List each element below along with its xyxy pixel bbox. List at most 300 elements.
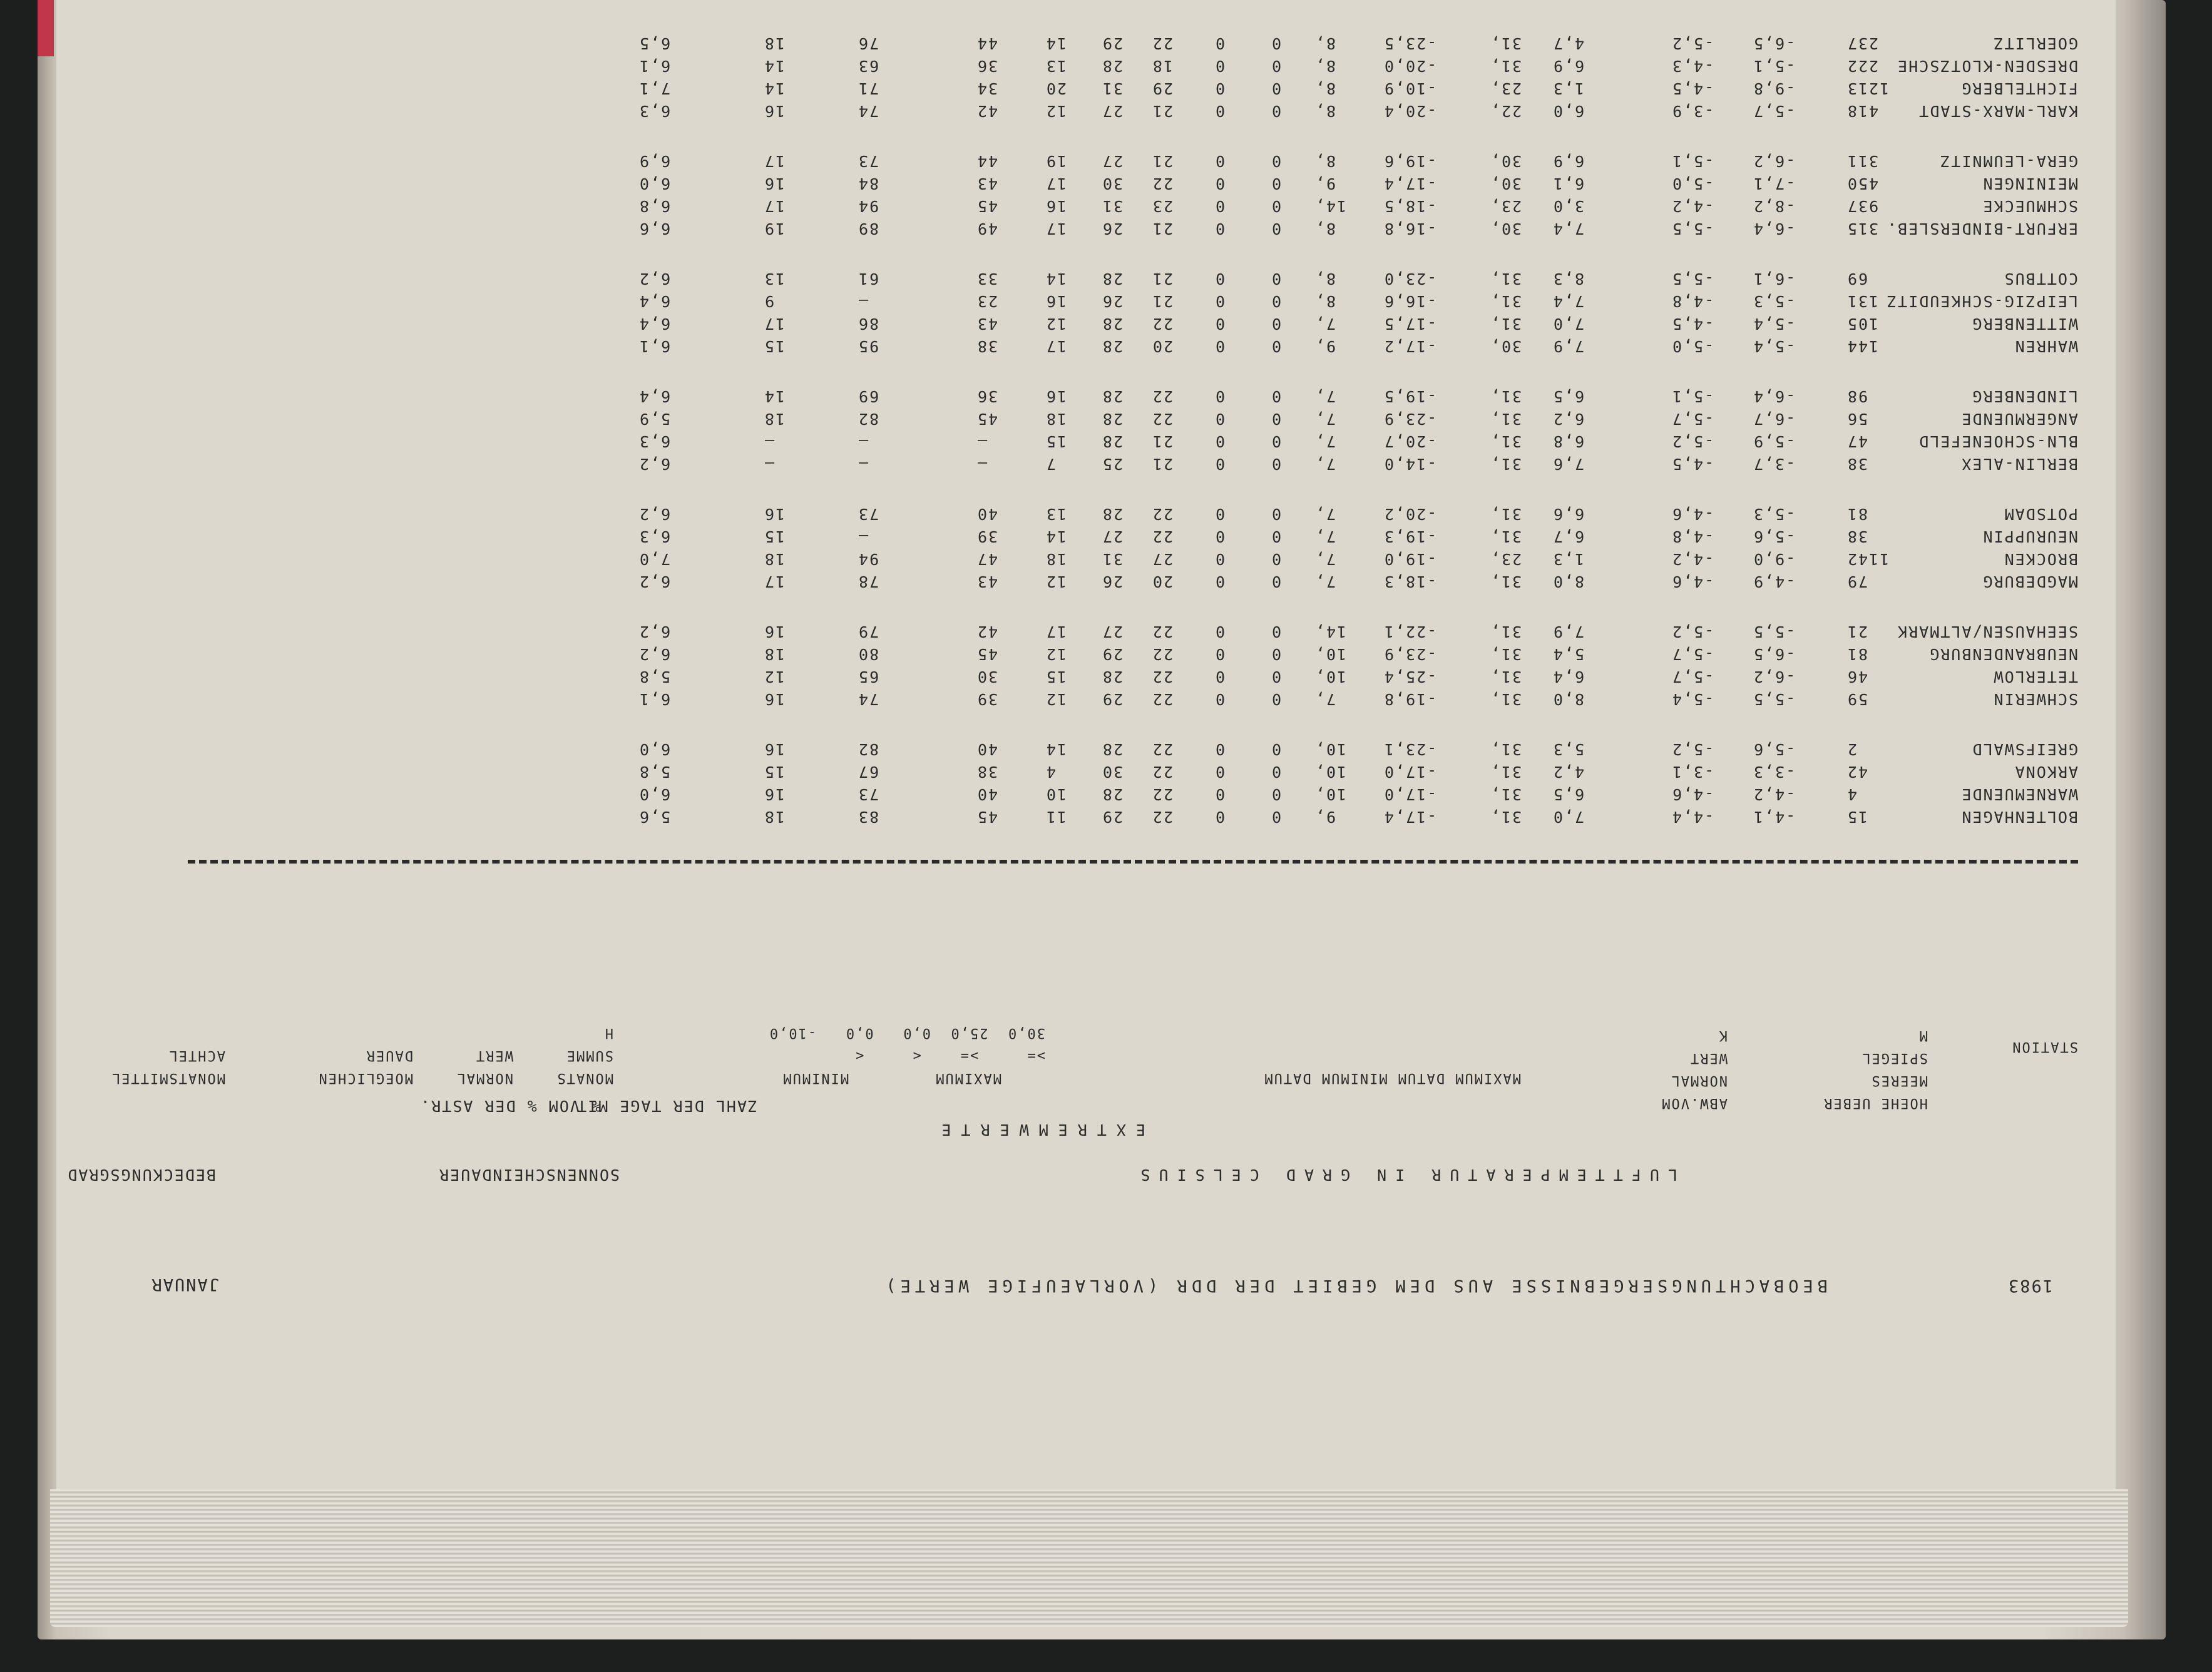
table-cell: 31, <box>1490 763 1522 781</box>
table-cell: — <box>764 455 775 473</box>
table-cell: -9,8 <box>1753 79 1796 98</box>
table-cell: -4,8 <box>1671 528 1714 546</box>
table-cell: 16 <box>764 102 786 120</box>
table-cell: 7 <box>1045 455 1057 473</box>
table-cell: 15 <box>764 528 786 546</box>
table-cell: 29 <box>1102 34 1124 53</box>
table-cell: 10, <box>1314 763 1347 781</box>
table-cell: 36 <box>976 387 998 405</box>
table-row <box>56 803 2116 826</box>
table-cell: 0 <box>1214 763 1226 781</box>
table-cell: -17,2 <box>1383 337 1437 355</box>
table-cell: 0 <box>1271 270 1282 288</box>
table-cell: 29 <box>1102 808 1124 826</box>
table-cell: 22 <box>1152 34 1174 53</box>
table-cell: -5,2 <box>1671 623 1714 641</box>
col-sum: MONATS SUMME H <box>556 1025 613 1086</box>
table-cell: 0 <box>1271 740 1282 758</box>
table-cell: -18,3 <box>1383 573 1437 591</box>
station-name: SEEHAUSEN/ALTMARK <box>1897 623 2078 641</box>
table-cell: 6,4 <box>1552 668 1585 686</box>
table-cell: 27 <box>1102 152 1124 170</box>
table-cell: 43 <box>976 175 998 193</box>
table-cell: 0 <box>1271 690 1282 708</box>
table-cell: 46 <box>1846 668 1868 686</box>
table-row <box>56 75 2116 98</box>
table-cell: -4,2 <box>1671 550 1714 568</box>
table-cell: 6,9 <box>1552 57 1585 75</box>
table-cell: 5,9 <box>638 410 671 428</box>
table-cell: 17 <box>1045 175 1067 193</box>
table-cell: 8, <box>1314 152 1336 170</box>
table-cell: -6,1 <box>1753 270 1796 288</box>
table-cell: 0 <box>1271 220 1282 238</box>
table-cell: 30, <box>1490 337 1522 355</box>
table-cell: 0 <box>1214 152 1226 170</box>
table-cell: -5,6 <box>1753 740 1796 758</box>
table-cell: 15 <box>1045 668 1067 686</box>
table-cell: 31, <box>1490 270 1522 288</box>
table-cell: 0 <box>1214 57 1226 75</box>
table-cell: 56 <box>1846 410 1868 428</box>
station-name: POTSDAM <box>2003 505 2078 523</box>
table-cell: 0 <box>1271 455 1282 473</box>
table-cell: 31, <box>1490 528 1522 546</box>
table-cell: 0 <box>1214 270 1226 288</box>
table-cell: 74 <box>858 102 879 120</box>
table-cell: 5,8 <box>638 763 671 781</box>
header-title: BEOBACHTUNGSERGEBNISSE AUS DEM GEBIET DER DDR (VORLAEUFIGE WERTE) <box>881 1276 1828 1295</box>
table-cell: 0 <box>1271 668 1282 686</box>
table-cell: 14 <box>764 79 786 98</box>
table-cell: 38 <box>1846 528 1868 546</box>
table-cell: 7, <box>1314 455 1336 473</box>
table-cell: 0 <box>1271 387 1282 405</box>
table-cell: 14, <box>1314 623 1347 641</box>
table-cell: 105 <box>1846 315 1879 333</box>
table-cell: 0 <box>1214 808 1226 826</box>
table-cell: 0 <box>1214 668 1226 686</box>
col-height: HOEHE UEBER MEERES SPIEGEL M <box>1823 1027 1928 1111</box>
group-sunshine: SONNENSCHEINDAUER <box>438 1166 620 1184</box>
table-cell: 0 <box>1271 505 1282 523</box>
table-cell: 0 <box>1214 645 1226 663</box>
table-cell: 21 <box>1152 102 1174 120</box>
table-cell: -4,8 <box>1671 292 1714 310</box>
table-cell: — <box>976 432 988 451</box>
table-cell: 8, <box>1314 34 1336 53</box>
table-cell: 7,6 <box>1552 455 1585 473</box>
table-cell: 5,6 <box>638 808 671 826</box>
table-cell: 17 <box>764 197 786 215</box>
table-cell: 131 <box>1846 292 1879 310</box>
table-cell: -4,6 <box>1671 785 1714 803</box>
table-cell: -5,6 <box>1753 528 1796 546</box>
table-cell: 0 <box>1214 315 1226 333</box>
station-name: SCHWERIN <box>1992 690 2078 708</box>
table-cell: 59 <box>1846 690 1868 708</box>
table-cell: 31, <box>1490 387 1522 405</box>
table-cell: 21 <box>1152 270 1174 288</box>
table-cell: 0 <box>1271 528 1282 546</box>
table-cell: -5,0 <box>1671 337 1714 355</box>
table-cell: 23 <box>976 292 998 310</box>
table-cell: -23,9 <box>1383 410 1437 428</box>
table-cell: 0 <box>1271 623 1282 641</box>
table-cell: 0 <box>1271 79 1282 98</box>
station-name: DRESDEN-KLOTZSCHE <box>1897 57 2078 75</box>
table-row <box>56 170 2116 193</box>
table-cell: — <box>858 528 869 546</box>
table-cell: 83 <box>858 808 879 826</box>
table-cell: 6,9 <box>638 152 671 170</box>
table-cell: 29 <box>1152 79 1174 98</box>
table-cell: 10, <box>1314 785 1347 803</box>
table-cell: -5,9 <box>1753 432 1796 451</box>
table-row <box>56 383 2116 405</box>
table-cell: 71 <box>858 79 879 98</box>
table-cell: 18 <box>764 34 786 53</box>
table-cell: 61 <box>858 270 879 288</box>
table-cell: 21 <box>1152 220 1174 238</box>
table-cell: -9,0 <box>1753 550 1796 568</box>
table-cell: 22 <box>1152 315 1174 333</box>
table-cell: 315 <box>1846 220 1879 238</box>
table-cell: -5,7 <box>1671 410 1714 428</box>
table-cell: 16 <box>764 623 786 641</box>
table-cell: 31, <box>1490 315 1522 333</box>
table-cell: -5,0 <box>1671 175 1714 193</box>
table-cell: 73 <box>858 152 879 170</box>
table-cell: 418 <box>1846 102 1879 120</box>
table-cell: 450 <box>1846 175 1879 193</box>
station-name: LEIPZIG-SCHKEUDITZ <box>1886 292 2078 310</box>
table-cell: 18 <box>1045 550 1067 568</box>
table-cell: -8,2 <box>1753 197 1796 215</box>
table-cell: -7,1 <box>1753 175 1796 193</box>
table-cell: 31, <box>1490 573 1522 591</box>
table-cell: 7,1 <box>638 79 671 98</box>
table-cell: 12 <box>1045 315 1067 333</box>
table-cell: 31, <box>1490 690 1522 708</box>
table-cell: -22,1 <box>1383 623 1437 641</box>
table-cell: -6,2 <box>1753 668 1796 686</box>
station-name: NEUBRANDENBURG <box>1928 645 2078 663</box>
table-cell: -4,5 <box>1671 79 1714 98</box>
table-cell: 19 <box>1045 152 1067 170</box>
table-cell: -23,0 <box>1383 270 1437 288</box>
table-cell: -17,4 <box>1383 808 1437 826</box>
table-cell: -4,3 <box>1671 57 1714 75</box>
table-cell: -10,9 <box>1383 79 1437 98</box>
table-cell: 69 <box>1846 270 1868 288</box>
table-row <box>56 310 2116 333</box>
table-cell: 23 <box>1152 197 1174 215</box>
table-cell: 21 <box>1152 292 1174 310</box>
table-cell: 10, <box>1314 668 1347 686</box>
table-cell: 8,0 <box>1552 690 1585 708</box>
table-cell: 95 <box>858 337 879 355</box>
table-cell: 9, <box>1314 175 1336 193</box>
table-cell: 94 <box>858 197 879 215</box>
table-cell: 13 <box>1045 505 1067 523</box>
table-cell: 10 <box>1045 785 1067 803</box>
table-cell: 7, <box>1314 315 1336 333</box>
table-cell: 0 <box>1214 387 1226 405</box>
table-cell: 0 <box>1271 57 1282 75</box>
table-cell: 6,3 <box>638 102 671 120</box>
table-cell: 6,7 <box>1552 528 1585 546</box>
table-cell: 28 <box>1102 57 1124 75</box>
station-name: MAGDEBURG <box>1982 573 2078 591</box>
table-cell: 0 <box>1214 528 1226 546</box>
table-cell: 6,8 <box>638 197 671 215</box>
table-cell: 31, <box>1490 645 1522 663</box>
table-cell: -5,4 <box>1753 315 1796 333</box>
table-cell: -16,8 <box>1383 220 1437 238</box>
station-name: GOERLITZ <box>1992 34 2078 53</box>
table-cell: 43 <box>976 315 998 333</box>
station-name: SCHMUECKE <box>1982 197 2078 215</box>
table-cell: -4,6 <box>1671 505 1714 523</box>
table-cell: -19,0 <box>1383 550 1437 568</box>
table-cell: 8, <box>1314 57 1336 75</box>
table-cell: 1213 <box>1846 79 1890 98</box>
table-cell: -17,4 <box>1383 175 1437 193</box>
table-cell: 29 <box>1102 645 1124 663</box>
table-cell: 9, <box>1314 808 1336 826</box>
table-cell: 16 <box>1045 292 1067 310</box>
table-cell: 38 <box>1846 455 1868 473</box>
table-cell: 4,2 <box>1552 763 1585 781</box>
table-cell: — <box>858 455 869 473</box>
table-cell: 6,1 <box>638 690 671 708</box>
col-possible: MOEGLICHEN DAUER <box>317 1048 413 1086</box>
page-edges <box>50 1489 2128 1627</box>
station-name: WITTENBERG <box>1971 315 2078 333</box>
table-cell: -18,5 <box>1383 197 1437 215</box>
table-cell: 14, <box>1314 197 1347 215</box>
table-cell: 6,9 <box>1552 152 1585 170</box>
table-cell: 6,6 <box>638 220 671 238</box>
table-row <box>56 546 2116 568</box>
table-cell: 31, <box>1490 292 1522 310</box>
table-cell: -20,4 <box>1383 102 1437 120</box>
station-name: KARL-MARX-STADT <box>1918 102 2078 120</box>
table-cell: 14 <box>1045 740 1067 758</box>
table-cell: 14 <box>1045 34 1067 53</box>
table-cell: 0 <box>1271 292 1282 310</box>
col-station: STATION <box>2011 1039 2078 1054</box>
table-cell: 30 <box>976 668 998 686</box>
table-cell: 28 <box>1102 740 1124 758</box>
table-cell: 6,2 <box>638 505 671 523</box>
table-cell: 17 <box>764 315 786 333</box>
table-cell: 7, <box>1314 505 1336 523</box>
table-cell: 76 <box>858 34 879 53</box>
table-cell: 8, <box>1314 102 1336 120</box>
table-cell: 84 <box>858 175 879 193</box>
table-cell: 20 <box>1152 337 1174 355</box>
table-cell: 6,0 <box>638 740 671 758</box>
table-cell: -5,5 <box>1753 690 1796 708</box>
table-cell: 30, <box>1490 175 1522 193</box>
table-cell: -3,1 <box>1671 763 1714 781</box>
table-cell: 6,4 <box>638 315 671 333</box>
table-cell: -5,5 <box>1671 220 1714 238</box>
table-cell: -4,5 <box>1671 455 1714 473</box>
table-cell: 22, <box>1490 102 1522 120</box>
table-cell: 10, <box>1314 645 1347 663</box>
table-cell: 16 <box>1045 387 1067 405</box>
table-cell: 15 <box>1846 808 1868 826</box>
table-cell: 31, <box>1490 432 1522 451</box>
table-cell: -4,4 <box>1671 808 1714 826</box>
table-cell: -6,5 <box>1753 34 1796 53</box>
table-cell: 6,0 <box>638 785 671 803</box>
table-cell: 22 <box>1152 668 1174 686</box>
table-cell: 89 <box>858 220 879 238</box>
table-cell: 39 <box>976 690 998 708</box>
table-cell: 0 <box>1271 102 1282 120</box>
table-cell: 33 <box>976 270 998 288</box>
table-cell: 28 <box>1102 410 1124 428</box>
table-cell: 38 <box>976 337 998 355</box>
table-cell: 82 <box>858 410 879 428</box>
table-cell: 98 <box>1846 387 1868 405</box>
table-cell: 31, <box>1490 57 1522 75</box>
table-cell: -20,0 <box>1383 57 1437 75</box>
group-days: ZAHL DER TAGE MIT <box>576 1097 757 1115</box>
table-cell: 0 <box>1214 432 1226 451</box>
col-extremes: MAXIMUM DATUM MINIMUM DATUM <box>1263 1070 1521 1086</box>
table-cell: 16 <box>764 785 786 803</box>
table-cell: 28 <box>1102 505 1124 523</box>
table-cell: 27 <box>1152 550 1174 568</box>
table-cell: 7, <box>1314 573 1336 591</box>
table-cell: 0 <box>1271 34 1282 53</box>
table-row <box>56 288 2116 310</box>
table-cell: 7, <box>1314 410 1336 428</box>
table-cell: 22 <box>1152 623 1174 641</box>
table-cell: 31, <box>1490 455 1522 473</box>
table-cell: 6,1 <box>638 57 671 75</box>
table-cell: 0 <box>1271 550 1282 568</box>
station-name: TETERLOW <box>1992 668 2078 686</box>
table-cell: 0 <box>1214 505 1226 523</box>
table-cell: 45 <box>976 197 998 215</box>
table-cell: 0 <box>1214 337 1226 355</box>
table-cell: 7,9 <box>1552 623 1585 641</box>
table-cell: 12 <box>1045 690 1067 708</box>
table-cell: 23, <box>1490 550 1522 568</box>
table-cell: 17 <box>1045 623 1067 641</box>
table-row <box>56 618 2116 641</box>
table-cell: 0 <box>1214 175 1226 193</box>
table-cell: 12 <box>1045 645 1067 663</box>
table-cell: 19 <box>764 220 786 238</box>
table-cell: -5,3 <box>1753 292 1796 310</box>
station-name: COTTBUS <box>2003 270 2078 288</box>
table-cell: 22 <box>1152 410 1174 428</box>
station-name: BOLTENHAGEN <box>1960 808 2078 826</box>
table-cell: 26 <box>1102 292 1124 310</box>
table-cell: -5,2 <box>1671 34 1714 53</box>
table-cell: 31, <box>1490 623 1522 641</box>
table-cell: 27 <box>1102 528 1124 546</box>
table-cell: 22 <box>1152 808 1174 826</box>
table-cell: 16 <box>1045 197 1067 215</box>
table-row <box>56 215 2116 238</box>
table-cell: -5,7 <box>1671 668 1714 686</box>
table-cell: 937 <box>1846 197 1879 215</box>
table-cell: 0 <box>1214 220 1226 238</box>
table-cell: 18 <box>1045 410 1067 428</box>
table-cell: 78 <box>858 573 879 591</box>
table-cell: 45 <box>976 645 998 663</box>
table-cell: 7, <box>1314 550 1336 568</box>
table-cell: — <box>976 455 988 473</box>
table-cell: 17 <box>1045 220 1067 238</box>
table-cell: 0 <box>1271 337 1282 355</box>
table-cell: 31, <box>1490 34 1522 53</box>
table-cell: 20 <box>1045 79 1067 98</box>
table-row <box>56 405 2116 428</box>
table-cell: 28 <box>1102 785 1124 803</box>
table-cell: 28 <box>1102 668 1124 686</box>
table-cell: 8,0 <box>1552 573 1585 591</box>
table-row <box>56 428 2116 451</box>
station-name: ANGERMUENDE <box>1960 410 2078 428</box>
table-cell: -23,5 <box>1383 34 1437 53</box>
table-cell: 6,2 <box>638 270 671 288</box>
table-cell: 63 <box>858 57 879 75</box>
table-cell: 22 <box>1152 175 1174 193</box>
table-cell: 26 <box>1102 573 1124 591</box>
table-cell: 11 <box>1045 808 1067 826</box>
table-cell: 73 <box>858 785 879 803</box>
table-cell: 8, <box>1314 270 1336 288</box>
table-cell: -5,5 <box>1671 270 1714 288</box>
table-cell: 36 <box>976 57 998 75</box>
table-cell: 82 <box>858 740 879 758</box>
table-cell: 0 <box>1271 197 1282 215</box>
table-cell: -17,5 <box>1383 315 1437 333</box>
table-cell: 0 <box>1214 785 1226 803</box>
table-cell: 30 <box>1102 763 1124 781</box>
table-cell: 40 <box>976 740 998 758</box>
table-cell: 31, <box>1490 505 1522 523</box>
table-cell: 1142 <box>1846 550 1890 568</box>
table-cell: -6,2 <box>1753 152 1796 170</box>
table-cell: 16 <box>764 690 786 708</box>
table-cell: 9, <box>1314 337 1336 355</box>
station-name: BERLIN-ALEX <box>1960 455 2078 473</box>
table-cell: 222 <box>1846 57 1879 75</box>
table-cell: 8, <box>1314 220 1336 238</box>
table-row <box>56 148 2116 170</box>
table-cell: 86 <box>858 315 879 333</box>
table-row <box>56 641 2116 663</box>
table-cell: 42 <box>1846 763 1868 781</box>
table-cell: 22 <box>1152 645 1174 663</box>
table-cell: 20 <box>1152 573 1174 591</box>
table-cell: 17 <box>764 573 786 591</box>
table-cell: 21 <box>1152 432 1174 451</box>
group-temperature: LUFTTEMPERATUR IN GRAD CELSIUS <box>1132 1166 1677 1184</box>
table-cell: 6,2 <box>638 623 671 641</box>
table-cell: -5,1 <box>1753 57 1796 75</box>
